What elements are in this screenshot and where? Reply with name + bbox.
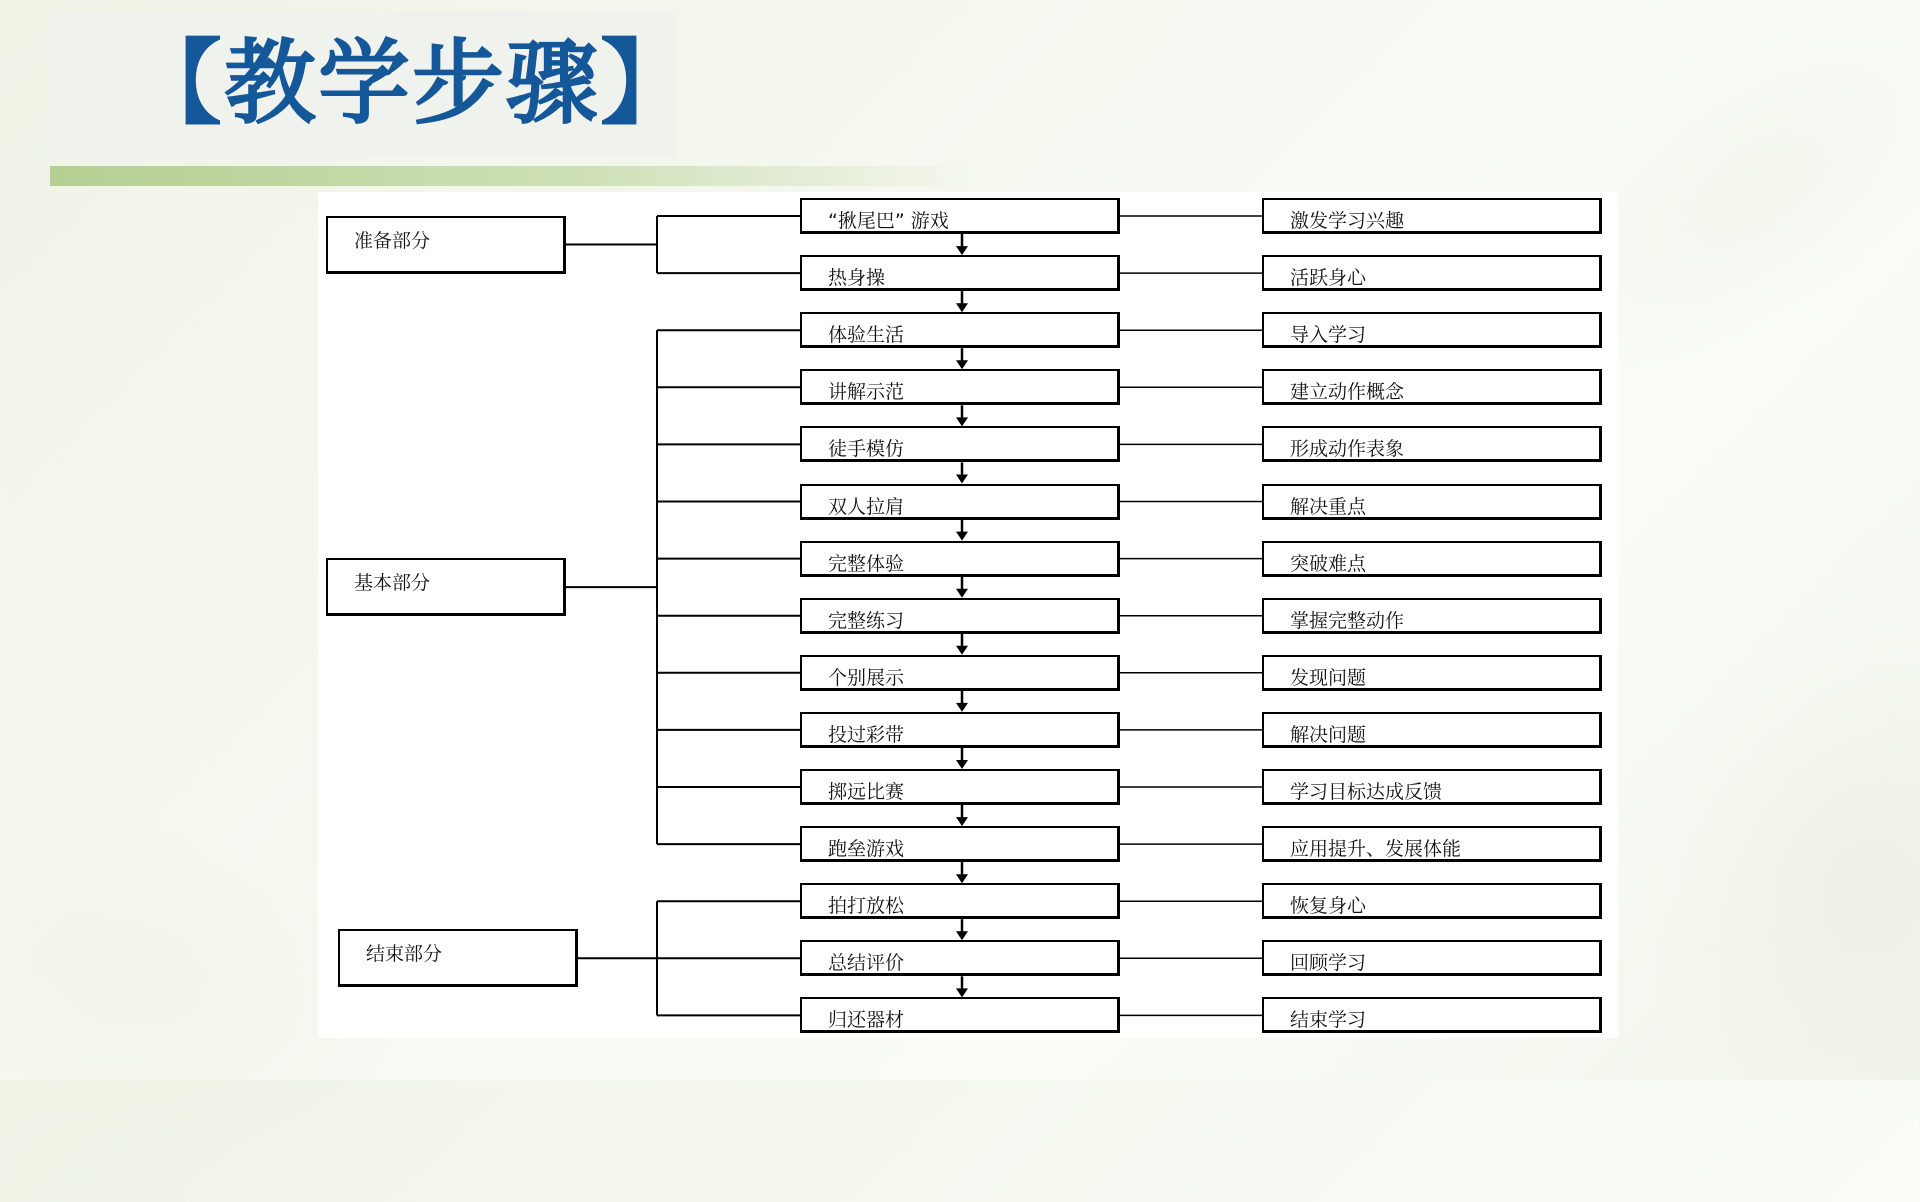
arrow-head (956, 760, 968, 769)
step-box: 总结评价 (800, 940, 1120, 976)
goal-box: 学习目标达成反馈 (1262, 769, 1602, 805)
step-box: 热身操 (800, 255, 1120, 291)
arrow-head (956, 646, 968, 655)
arrow-head (956, 417, 968, 426)
step-box: 徒手模仿 (800, 426, 1120, 462)
arrow-head (956, 360, 968, 369)
arrow-head (956, 874, 968, 883)
goal-box: 恢复身心 (1262, 883, 1602, 919)
goal-box: 回顾学习 (1262, 940, 1602, 976)
goal-box: 发现问题 (1262, 655, 1602, 691)
teaching-steps-flowchart (318, 192, 1618, 1038)
goal-box: 解决问题 (1262, 712, 1602, 748)
step-box: 双人拉肩 (800, 484, 1120, 520)
arrow-head (956, 589, 968, 598)
arrow-head (956, 988, 968, 997)
goal-box: 结束学习 (1262, 997, 1602, 1033)
section-box: 准备部分 (326, 216, 566, 274)
page-title: 【教学步骤】 (130, 29, 695, 137)
goal-box: 应用提升、发展体能 (1262, 826, 1602, 862)
arrow-head (956, 532, 968, 541)
step-box: 个别展示 (800, 655, 1120, 691)
step-box: 掷远比赛 (800, 769, 1120, 805)
step-box: 归还器材 (800, 997, 1120, 1033)
goal-box: 导入学习 (1262, 312, 1602, 348)
arrow-head (956, 246, 968, 255)
goal-box: 解决重点 (1262, 484, 1602, 520)
goal-box: 活跃身心 (1262, 255, 1602, 291)
step-box: 完整练习 (800, 598, 1120, 634)
step-box: 完整体验 (800, 541, 1120, 577)
section-box: 结束部分 (338, 929, 578, 987)
goal-box: 激发学习兴趣 (1262, 198, 1602, 234)
goal-box: 掌握完整动作 (1262, 598, 1602, 634)
section-box: 基本部分 (326, 558, 566, 616)
arrow-head (956, 475, 968, 484)
arrow-head (956, 303, 968, 312)
goal-box: 突破难点 (1262, 541, 1602, 577)
arrow-head (956, 703, 968, 712)
background-leaf (1574, 564, 1920, 1196)
step-box: 体验生活 (800, 312, 1120, 348)
arrow-head (956, 931, 968, 940)
step-box: 讲解示范 (800, 369, 1120, 405)
arrow-head (956, 817, 968, 826)
step-box: 投过彩带 (800, 712, 1120, 748)
goal-box: 建立动作概念 (1262, 369, 1602, 405)
step-box: “揪尾巴” 游戏 (800, 198, 1120, 234)
title-accent-bar (50, 166, 980, 186)
goal-box: 形成动作表象 (1262, 426, 1602, 462)
step-box: 跑垒游戏 (800, 826, 1120, 862)
step-box: 拍打放松 (800, 883, 1120, 919)
